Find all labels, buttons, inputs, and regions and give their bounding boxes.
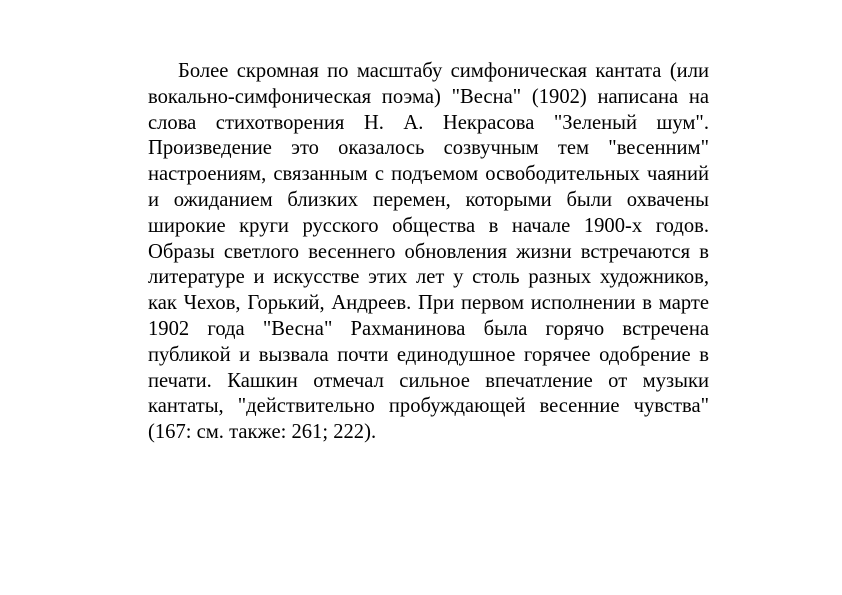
- body-paragraph: Более скромная по масштабу симфоническая кантата (или вокально-симфоническая поэма) "Весна" (1902) написана на слова стихотворения Н. А. Некрасова "Зеленый шум". Произведение это оказалось созвучным тем "весенним" настроениям, связанным с подъемом освободительных чаяний и ожиданием близких перемен, которыми были охвачены широкие круги русского общества в начале 1900-х годов. Образы светлого весеннего обновления жизни встречаются в литературе и искусстве этих лет у столь разных художников, как Чехов, Горький, Андреев. При первом исполнении в марте 1902 года "Весна" Рахманинова была горячо встречена публикой и вызвала почти единодушное горячее одобрение в печати. Кашкин отмечал сильное впечатление от музыки кантаты, "действительно пробуждающей весенние чувства" (167: см. также: 261; 222).: [148, 60, 709, 444]
